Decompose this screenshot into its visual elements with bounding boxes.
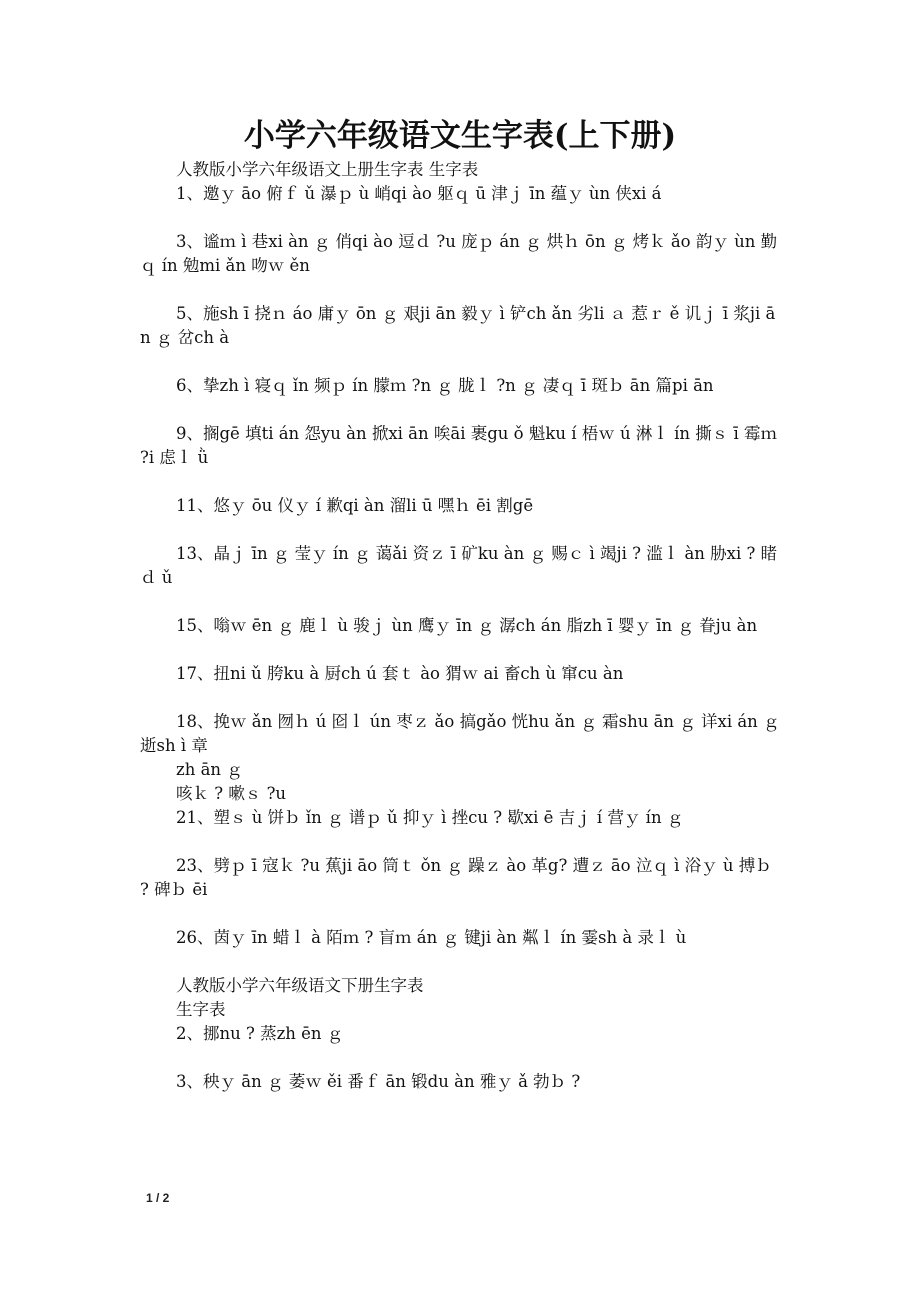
lesson-paragraph: 6、挚zh ì 寝ｑ ǐn 频ｐ ín 朦ｍ ?n ｇ 胧ｌ ?n ｇ 凄ｑ ī 斑ｂ ān 篇pi ān (176, 376, 714, 395)
lesson-paragraph: 3、秧ｙ ān ｇ 萎ｗ ěi 番ｆ ān 锻du àn 雅ｙ ǎ 勃ｂ ? (176, 1072, 581, 1091)
lesson-paragraph: 17、扭ni ǔ 胯ku à 厨ch ú 套ｔ ào 猬ｗ ai 畜ch ù 窜cu àn (176, 664, 624, 683)
lesson-paragraph: 1、邀ｙ āo 俯ｆ ǔ 瀑ｐ ù 峭qi ào 躯ｑ ū 津ｊ īn 蕴ｙ ùn 侠xi á (176, 184, 662, 203)
lesson-paragraph: 13、晶ｊ īn ｇ 莹ｙ ín ｇ 蔼ǎi 资ｚ ī 矿ku àn ｇ 赐ｃ ì 竭ji ? 滥ｌ àn 胁xi ? 睹ｄ ǔ (140, 544, 778, 587)
lesson-paragraph: 3、谧ｍ ì 巷xi àn ｇ 俏qi ào 逗ｄ ?u 庞ｐ án ｇ 烘ｈ ōn ｇ 烤ｋ ǎo 韵ｙ ùn 勤ｑ ín 勉mi ǎn 吻ｗ ěn (140, 232, 778, 275)
lesson-paragraph: 15、嗡ｗ ēn ｇ 鹿ｌ ù 骏ｊ ùn 鹰ｙ īn ｇ 潺ch án 脂zh ī 婴ｙ īn ｇ 眷ju àn (176, 616, 758, 635)
page-number: 1 / 2 (146, 1191, 170, 1205)
section-subheading: 生字表 (176, 1000, 226, 1019)
lesson-paragraph: 23、劈ｐ ī 寇ｋ ?u 蕉ji āo 筒ｔ ǒn ｇ 躁ｚ ào 革g? 遭ｚ āo 泣ｑ ì 浴ｙ ù 搏ｂ ? 碑ｂ ēi (140, 856, 772, 899)
lesson-paragraph: 11、悠ｙ ōu 仪ｙ í 歉qi àn 溜li ū 嘿ｈ ēi 割gē (176, 496, 534, 515)
lesson-paragraph: 5、施sh ī 挠ｎ áo 庸ｙ ōn ｇ 艰ji ān 毅ｙ ì 铲ch ǎn 劣li ａ 惹ｒ ě 讥ｊ ī 浆ji ān ｇ 岔ch à (140, 304, 776, 347)
section-heading-upper: 人教版小学六年级语文上册生字表 生字表 (176, 160, 479, 179)
page-title: 小学六年级语文生字表(上下册) (243, 118, 677, 154)
section-heading-lower: 人教版小学六年级语文下册生字表 (176, 976, 424, 995)
document-body (140, 158, 782, 1118)
lesson-paragraph: 21、塑ｓ ù 饼ｂ ǐn ｇ 谱ｐ ǔ 抑ｙ ì 挫cu ? 歇xi ē 吉ｊ í 营ｙ ín ｇ (176, 808, 684, 827)
lesson-continuation: 咳ｋ ? 嗽ｓ ?u (176, 784, 287, 803)
lesson-continuation: zh ān ｇ (176, 760, 243, 779)
lesson-paragraph: 9、搁gē 填ti án 怨yu àn 掀xi ān 唉āi 裹gu ǒ 魁ku í 梧ｗ ú 淋ｌ ín 撕ｓ ī 霉ｍ ?i 虑ｌ ǜ (140, 424, 778, 467)
lesson-paragraph: 2、挪nu ? 蒸zh ēn ｇ (176, 1024, 344, 1043)
lesson-paragraph: 26、茵ｙ īn 蜡ｌ à 陌ｍ ? 盲ｍ án ｇ 键ji àn 粼ｌ ín 霎sh à 录ｌ ù (176, 928, 687, 947)
lesson-paragraph: 18、挽ｗ ǎn 囫ｈ ú 囵ｌ ún 枣ｚ ǎo 搞gǎo 恍hu ǎn ｇ 霜shu ān ｇ 详xi án ｇ 逝sh ì 章 (140, 712, 780, 755)
